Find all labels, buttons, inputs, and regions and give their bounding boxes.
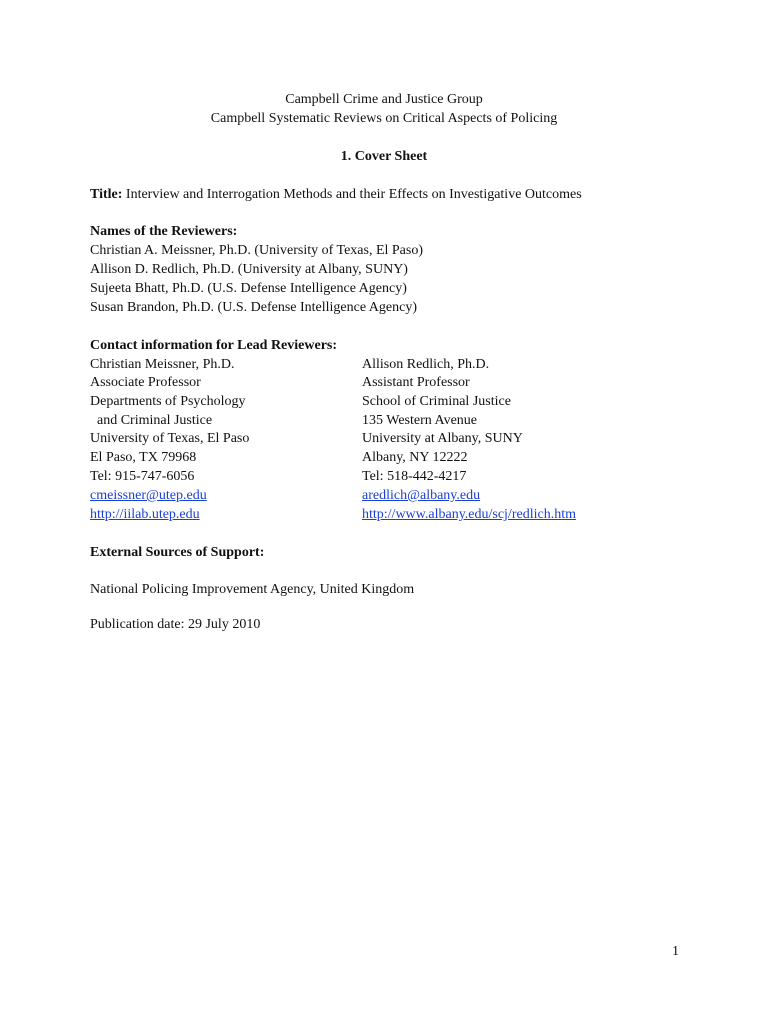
page-number: 1	[672, 944, 679, 959]
reviewers-heading: Names of the Reviewers:	[90, 224, 238, 239]
lead-reviewer-1-department: Departments of Psychology	[90, 394, 246, 409]
contact-heading: Contact information for Lead Reviewers:	[90, 338, 338, 353]
lead-reviewer-1-phone: Tel: 915-747-6056	[90, 469, 195, 484]
lead-reviewer-2-position: Assistant Professor	[362, 375, 470, 390]
lead-reviewer-1-website-link[interactable]: http://iilab.utep.edu	[90, 507, 200, 522]
lead-reviewer-1-department-cont: and Criminal Justice	[90, 413, 213, 428]
group-name: Campbell Crime and Justice Group	[285, 92, 483, 107]
lead-reviewer-1-position: Associate Professor	[90, 375, 201, 390]
publication-date: Publication date: 29 July 2010	[90, 617, 261, 632]
title-text: Interview and Interrogation Methods and their Effects on Investigative Outcomes	[122, 187, 582, 202]
support-heading: External Sources of Support:	[90, 545, 265, 560]
title-label: Title:	[90, 187, 123, 202]
lead-reviewer-2-website-link[interactable]: http://www.albany.edu/scj/redlich.htm	[362, 507, 576, 522]
series-title: Campbell Systematic Reviews on Critical Aspects of Policing	[210, 111, 558, 126]
lead-reviewer-2-city: Albany, NY 12222	[362, 450, 468, 465]
lead-reviewer-2-university: University at Albany, SUNY	[362, 431, 523, 446]
lead-reviewer-1-city: El Paso, TX 79968	[90, 450, 197, 465]
title-line	[90, 186, 582, 205]
lead-reviewer-2-department: School of Criminal Justice	[362, 394, 511, 409]
lead-reviewer-1-email-link[interactable]: cmeissner@utep.edu	[90, 488, 207, 503]
lead-reviewer-2-name: Allison Redlich, Ph.D.	[362, 357, 490, 372]
lead-reviewer-2-phone: Tel: 518-442-4217	[362, 469, 467, 484]
lead-reviewer-2-email-link[interactable]: aredlich@albany.edu	[362, 488, 481, 503]
reviewer-item: Sujeeta Bhatt, Ph.D. (U.S. Defense Intelligence Agency)	[90, 281, 407, 296]
support-text: National Policing Improvement Agency, United Kingdom	[90, 582, 415, 597]
lead-reviewer-1-name: Christian Meissner, Ph.D.	[90, 357, 235, 372]
lead-reviewer-2-address: 135 Western Avenue	[362, 413, 477, 428]
reviewer-item: Susan Brandon, Ph.D. (U.S. Defense Intelligence Agency)	[90, 300, 417, 315]
reviewer-item: Allison D. Redlich, Ph.D. (University at Albany, SUNY)	[90, 262, 408, 277]
lead-reviewer-1-university: University of Texas, El Paso	[90, 431, 250, 446]
section-heading: 1. Cover Sheet	[340, 149, 428, 164]
reviewer-item: Christian A. Meissner, Ph.D. (University of Texas, El Paso)	[90, 243, 424, 258]
